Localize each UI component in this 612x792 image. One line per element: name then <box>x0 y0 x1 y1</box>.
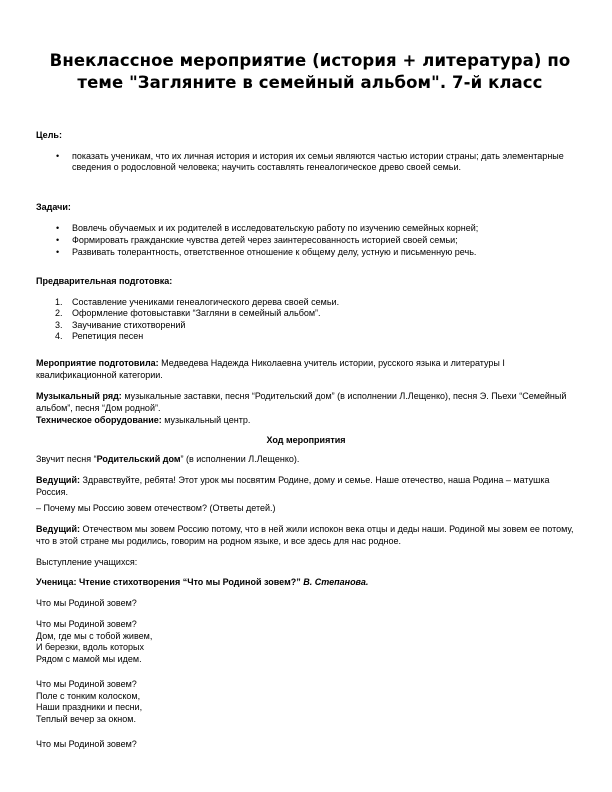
tasks-list <box>36 223 576 259</box>
item-number: 4. <box>55 331 63 342</box>
poem-line: Дом, где мы с тобой живем, <box>36 630 153 641</box>
poem-stanza <box>36 598 576 610</box>
list-item <box>36 320 576 332</box>
equipment-paragraph <box>36 415 576 427</box>
host-paragraph-2 <box>36 524 576 547</box>
document-title: Внеклассное мероприятие (история + литература) по теме "Загляните в семейный альбом". 7-й класс <box>49 51 571 92</box>
poem-stanza <box>36 619 576 665</box>
goal-list <box>36 151 576 174</box>
students-paragraph: Выступление учащихся: <box>36 557 138 567</box>
item-text: Составление учениками генеалогического дерева своей семьи. <box>72 296 340 307</box>
poem-line: Рядом с мамой мы идем. <box>36 653 142 664</box>
host-paragraph-1 <box>36 475 576 498</box>
goal-label: Цель: <box>36 130 62 140</box>
poem-stanza <box>36 739 576 751</box>
song-paragraph <box>36 454 576 466</box>
list-item: • Развивать толерантность, ответственное отношение к общему делу, устную и письменную речь. <box>36 247 576 259</box>
music-paragraph <box>36 391 576 414</box>
list-item <box>36 331 576 343</box>
poem-line: Теплый вечер за окном. <box>36 713 136 724</box>
list-item: • показать ученикам, что их личная история и история их семьи являются частью истории страны; дать элементарные сведения о родословной человека; научить составлять генеалогическое древо своей семьи. <box>36 151 576 174</box>
list-item <box>36 297 576 309</box>
music-text: музыкальные заставки, песня “Родительский дом” (в исполнении Л.Лещенко), песня Э. Пьехи “Семейный альбом”, песня “Дом родной”. <box>36 391 567 413</box>
prep-list <box>36 297 576 343</box>
list-item: • Формировать гражданские чувства детей через заинтересованность историей своей семьи; <box>36 235 576 247</box>
poem-line: Поле с тонким колоском, <box>36 690 141 701</box>
item-number: 1. <box>55 296 63 307</box>
tasks-section <box>36 202 576 258</box>
item-text: Заучивание стихотворений <box>72 319 186 330</box>
tasks-label: Задачи: <box>36 202 71 212</box>
poem-line: Что мы Родиной зовем? <box>36 619 137 629</box>
song-pre: Звучит песня “ <box>36 454 97 464</box>
organizer-paragraph <box>36 358 576 381</box>
music-label: Музыкальный ряд: <box>36 391 122 401</box>
goal-section <box>36 130 576 174</box>
host-label: Ведущий: <box>36 524 80 534</box>
list-item: • Вовлечь обучаемых и их родителей в исследовательскую работу по изучению семейных корней; <box>36 223 576 235</box>
poem-heading-label: Ученица: Чтение стихотворения “Что мы Родиной зовем?” <box>36 577 301 587</box>
host-text: Отечеством мы зовем Россию потому, что в ней жили испокон века отцы и деды наши. Родиной мы зовем ее потому, что в этой стране мы родились, говорим на родном языке, и все здесь для нас родное. <box>36 524 574 546</box>
organizer-text: Медведева Надежда Николаевна учитель истории, русского языка и литературы I квалификационной категории. <box>36 358 505 380</box>
equipment-text: музыкальный центр. <box>161 415 251 425</box>
poem-line: И березки, вдоль которых <box>36 642 144 653</box>
equipment-label: Техническое оборудование: <box>36 415 162 425</box>
prep-section <box>36 276 576 343</box>
poem-line: Наши праздники и песни, <box>36 702 143 713</box>
item-number: 2. <box>55 308 63 319</box>
poem-stanza <box>36 679 576 725</box>
song-post: ” (в исполнении Л.Лещенко). <box>180 454 300 464</box>
prep-label: Предварительная подготовка: <box>36 276 173 286</box>
item-text: Репетиция песен <box>72 331 144 342</box>
host-text: Здравствуйте, ребята! Этот урок мы посвятим Родине, дому и семье. Наше отечество, наша Родина – матушка Россия. <box>36 475 550 497</box>
poem-line: Что мы Родиной зовем? <box>36 679 137 689</box>
song-name: Родительский дом <box>96 454 181 464</box>
item-text: Оформление фотовыставки “Загляни в семейный альбом”. <box>72 308 321 319</box>
item-number: 3. <box>55 319 63 330</box>
poem-line: Что мы Родиной зовем? <box>36 598 137 608</box>
list-item <box>36 308 576 320</box>
poem-author: В. Степанова. <box>300 577 369 587</box>
question-paragraph: – Почему мы Россию зовем отечеством? (Ответы детей.) <box>36 503 276 513</box>
organizer-label: Мероприятие подготовила: <box>36 358 159 368</box>
course-title: Ход мероприятия <box>266 435 346 445</box>
host-label: Ведущий: <box>36 475 80 485</box>
poem-line: Что мы Родиной зовем? <box>36 739 137 749</box>
poem-heading <box>36 577 576 589</box>
